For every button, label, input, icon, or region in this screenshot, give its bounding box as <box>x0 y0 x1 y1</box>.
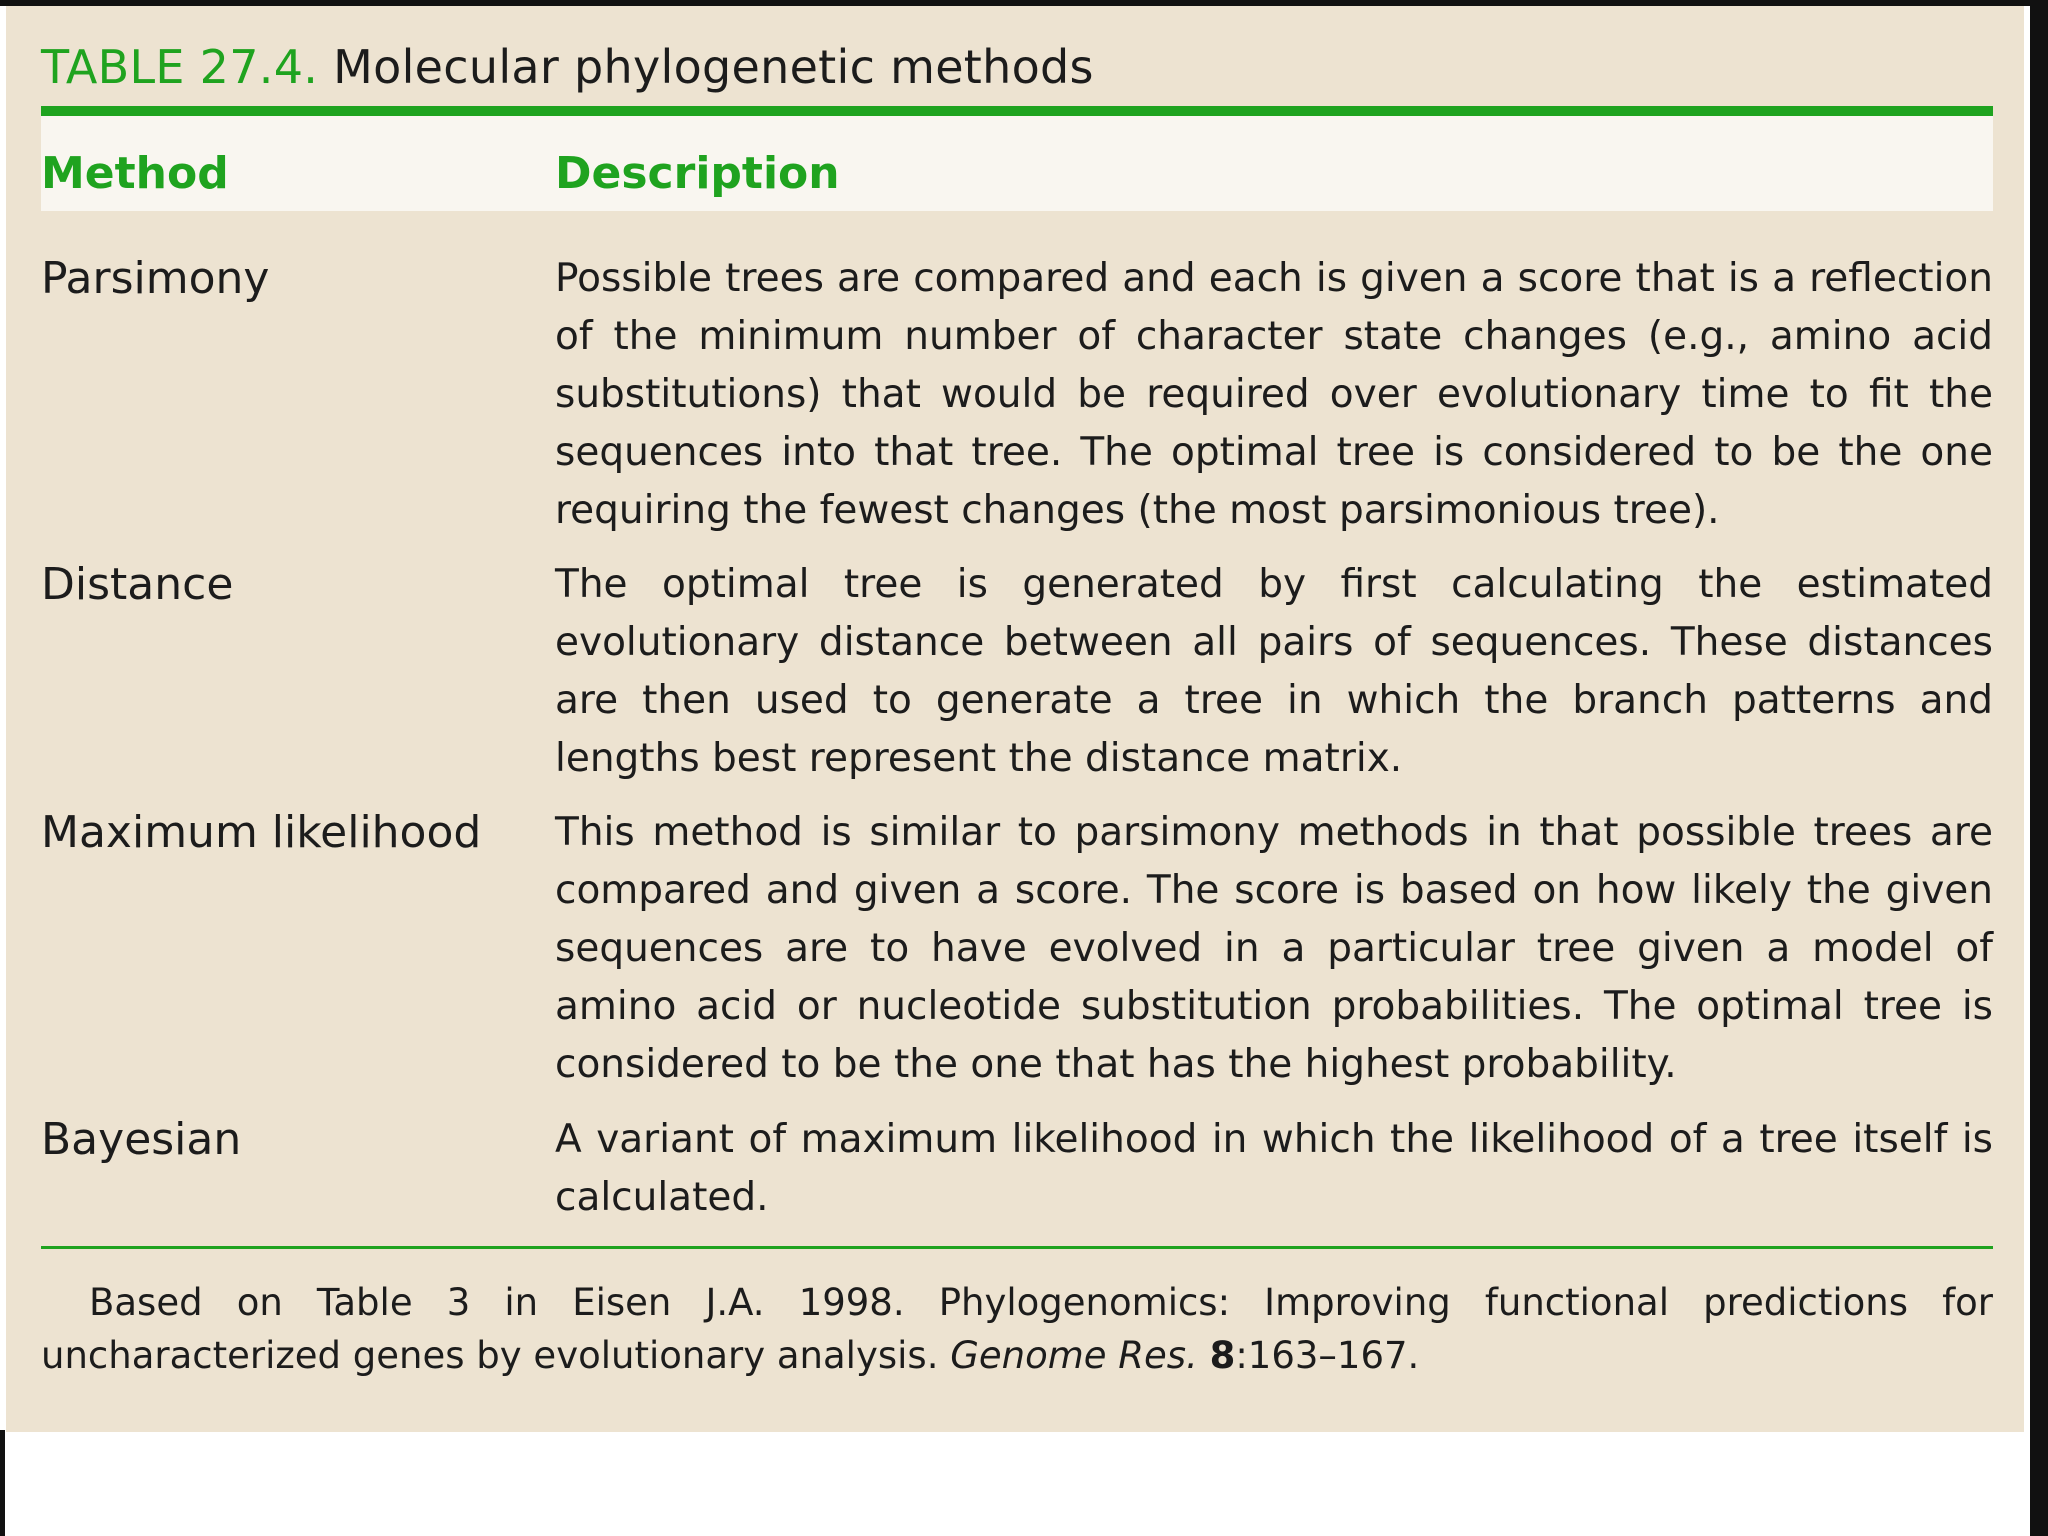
footnote-text: Based on Table 3 in Eisen J.A. 1998. Phylogenomics: Improving functional predictions for uncharacterized genes by evolutionary analysis. <box>41 1281 1993 1377</box>
frame-border-left <box>0 1430 5 1536</box>
method-cell: Distance <box>41 559 234 610</box>
footnote-journal: Genome Res. <box>950 1334 1198 1377</box>
table-title <box>41 40 1094 94</box>
footnote-pages: :163–167. <box>1235 1334 1420 1377</box>
table-number: TABLE 27.4. <box>41 40 319 94</box>
description-cell: A variant of maximum likelihood in which the likelihood of a tree itself is calculated. <box>555 1117 1993 1220</box>
header-band <box>41 116 1993 211</box>
frame-border-right <box>2030 0 2048 1536</box>
footer-rule <box>41 1246 1993 1249</box>
header-rule <box>41 106 1993 116</box>
table-caption: Molecular phylogenetic methods <box>333 40 1094 94</box>
method-cell: Parsimony <box>41 253 270 304</box>
method-cell: Maximum likelihood <box>41 807 482 858</box>
table-panel <box>6 6 2024 1432</box>
description-cell: Possible trees are compared and each is given a score that is a reflection of the minimum number of character state changes (e.g., amino acid substitutions) that would be required over evolutionary time to fit the sequences into that tree. The optimal tree is considered to be the one requiring the fewest changes (the most parsimonious tree). <box>555 256 1993 533</box>
column-header-method: Method <box>41 148 229 199</box>
footnote-volume: 8 <box>1209 1334 1236 1377</box>
description-cell: The optimal tree is generated by first calculating the estimated evolutionary distance between all pairs of sequences. These distances are then used to generate a tree in which the branch patterns and lengths best represent the distance matrix. <box>555 562 1993 781</box>
column-header-description: Description <box>555 148 840 199</box>
method-cell: Bayesian <box>41 1114 242 1165</box>
table-footnote <box>41 1276 1993 1382</box>
description-cell: This method is similar to parsimony methods in that possible trees are compared and given a score. The score is based on how likely the given sequences are to have evolved in a particular tree given a model of amino acid or nucleotide substitution probabilities. The optimal tree is considered to be the one that has the highest probability. <box>555 810 1993 1087</box>
